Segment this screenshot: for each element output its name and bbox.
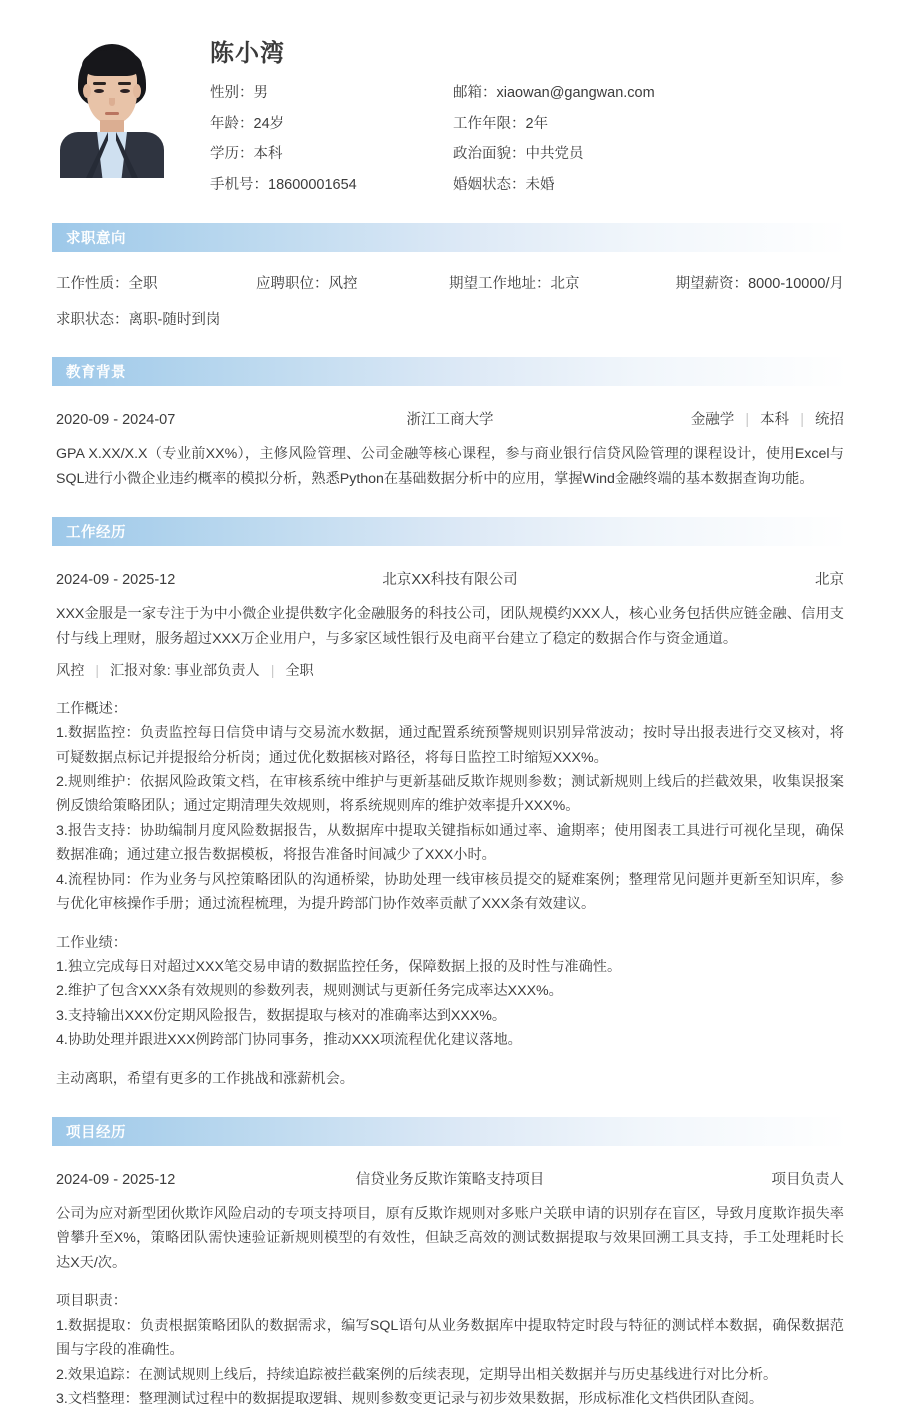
project-entry-head [56, 1146, 844, 1189]
intention-position: 应聘职位：风控 [256, 275, 358, 292]
list-item: 2.维护了包含XXX条有效规则的参数列表，规则测试与更新任务完成率达XXX%。 [56, 983, 563, 1000]
avatar [52, 38, 172, 178]
education-major: 金融学 [690, 412, 735, 429]
profile-field-age: 年龄：24岁 [210, 115, 285, 132]
separator-icon: | [95, 662, 100, 679]
intention-row [56, 310, 844, 332]
intention-job-type: 工作性质：全职 [56, 275, 158, 292]
section-title: 教育背景 [66, 365, 126, 382]
section-body-job-intention [52, 252, 848, 332]
list-item: 3.文档整理：整理测试过程中的数据提取逻辑、规则参数变更记录与初步效果数据，形成标准化文档供团队查阅。 [56, 1390, 764, 1407]
education-date: 2020-09 - 2024-07 [56, 412, 176, 429]
section-header-work-experience [52, 517, 848, 546]
list-item: 2.规则维护：依据风险政策文档，在审核系统中维护与更新基础反欺诈规则参数；测试新规则上线后的拦截效果，收集误报案例反馈给策略团队；通过定期清理失效规则，将系统规则库的维护效率提升XXX%。 [56, 773, 844, 815]
work-achievements-list [56, 955, 844, 1053]
list-item: 4.流程协同：作为业务与风控策略团队的沟通桥梁，协助处理一线审核员提交的疑难案例；整理常见问题并更新至知识库，参与优化审核操作手册；通过流程梳理，为提升跨部门协作效率贡献了XXX条有效建议。 [56, 871, 844, 913]
list-item: 1.数据监控：负责监控每日信贷申请与交易流水数据，通过配置系统预警规则识别异常波动；按时导出报表进行交叉核对，将可疑数据点标记并提报给分析岗；通过优化数据核对路径，将每日监控工时缩短XXX%。 [56, 725, 844, 766]
education-meta [564, 408, 844, 429]
section-education [0, 357, 900, 491]
separator-icon: | [745, 412, 750, 429]
education-admission-type: 统招 [815, 412, 844, 429]
project-background: 公司为应对新型团伙欺诈风险启动的专项支持项目，原有反欺诈规则对多账户关联申请的识别存在盲区，导致月度欺诈损失率曾攀升至X%，策略团队需快速验证新规则模型的有效性，但缺乏高效的测试数据提取与效果回溯工具支持，手工处理耗时长达X天/次。 [56, 1206, 844, 1271]
section-header-job-intention [52, 223, 848, 252]
portrait-photo-icon [52, 38, 172, 178]
page-title: 陈小湾 [210, 40, 285, 67]
work-tag-role: 风控 [56, 662, 85, 679]
profile-field-education: 学历：本科 [210, 146, 283, 163]
resume-header [0, 0, 900, 197]
list-item: 4.协助处理并跟进XXX例跨部门协同事务，推动XXX项流程优化建议落地。 [56, 1032, 522, 1049]
work-closing-note: 主动离职，希望有更多的工作挑战和涨薪机会。 [56, 1070, 354, 1087]
work-entry-head [56, 546, 844, 589]
work-duties-label: 工作概述： [56, 700, 127, 717]
intention-salary: 期望薪资：8000-10000/月 [675, 275, 844, 292]
profile-field-gender: 性别：男 [210, 84, 268, 101]
work-date: 2024-09 - 2025-12 [56, 572, 176, 589]
section-work-experience [0, 517, 900, 1091]
section-title: 求职意向 [66, 230, 126, 247]
education-entry-head [56, 386, 844, 429]
profile-field-political-status: 政治面貌：中共党员 [453, 146, 584, 163]
education-description: GPA X.XX/X.X（专业前XX%），主修风险管理、公司金融等核心课程，参与商业银行信贷风险管理的课程设计，使用Excel与SQL进行小微企业违约概率的模拟分析，熟悉Python在基础数据分析中的应用，掌握Wind金融终端的基本数据查询功能。 [56, 446, 844, 487]
section-project-experience [0, 1117, 900, 1411]
education-degree: 本科 [760, 412, 790, 429]
profile-field-grid [210, 83, 848, 197]
work-achievements-label: 工作业绩： [56, 934, 127, 951]
list-item: 1.数据提取：负责根据策略团队的数据需求，编写SQL语句从业务数据库中提取特定时段与特征的测试样本数据，确保数据范围与字段的准确性。 [56, 1317, 844, 1359]
list-item: 2.效果追踪：在测试规则上线后，持续追踪被拦截案例的后续表现，定期导出相关数据并与历史基线进行对比分析。 [56, 1366, 778, 1383]
education-school: 浙江工商大学 [406, 412, 494, 429]
work-tag-report-to: 汇报对象: 事业部负责人 [109, 662, 260, 679]
profile-info [172, 38, 848, 197]
work-location: 北京 [815, 572, 844, 589]
project-role: 项目负责人 [771, 1172, 844, 1189]
work-tags [56, 660, 844, 683]
separator-icon: | [800, 412, 804, 429]
section-body-education [52, 386, 848, 491]
work-tag-job-type: 全职 [285, 662, 314, 679]
list-item: 3.支持输出XXX份定期风险报告，数据提取与核对的准确率达到XXX%。 [56, 1007, 507, 1024]
profile-field-phone: 手机号：18600001654 [210, 177, 357, 194]
section-header-project-experience [52, 1117, 848, 1146]
list-item: 3.报告支持：协助编制月度风险数据报告，从数据库中提取关键指标如通过率、逾期率；使用图表工具进行可视化呈现，确保数据准确；通过建立报告数据模板，将报告准备时间减少了XXX小时。 [56, 822, 844, 864]
section-header-education [52, 357, 848, 386]
project-date: 2024-09 - 2025-12 [56, 1172, 176, 1189]
intention-job-status: 求职状态：离职-随时到岗 [56, 311, 221, 328]
section-body-work-experience [52, 546, 848, 1091]
profile-field-work-years: 工作年限：2年 [453, 115, 549, 132]
section-title: 工作经历 [66, 525, 126, 542]
intention-row [56, 274, 844, 296]
section-title: 项目经历 [66, 1125, 126, 1142]
section-job-intention [0, 223, 900, 332]
project-name: 信贷业务反欺诈策略支持项目 [355, 1172, 545, 1189]
profile-field-marital-status: 婚姻状态：未婚 [453, 177, 555, 194]
project-duties-label: 项目职责： [56, 1293, 127, 1310]
profile-field-email: 邮箱：xiaowan@gangwan.com [453, 84, 655, 101]
section-body-project-experience [52, 1146, 848, 1411]
list-item: 1.独立完成每日对超过XXX笔交易申请的数据监控任务，保障数据上报的及时性与准确性。 [56, 958, 622, 975]
work-company: 北京XX科技有限公司 [382, 572, 518, 589]
work-duties-list [56, 721, 844, 916]
work-company-intro: XXX金服是一家专注于为中小微企业提供数字化金融服务的科技公司，团队规模约XXX人，核心业务包括供应链金融、信用支付与线上理财，服务超过XXX万企业用户，与多家区域性银行及电商平台建立了稳定的数据合作与资金通道。 [56, 606, 844, 647]
separator-icon: | [270, 662, 275, 679]
project-duties-list [56, 1314, 844, 1411]
intention-location: 期望工作地址：北京 [449, 275, 580, 292]
